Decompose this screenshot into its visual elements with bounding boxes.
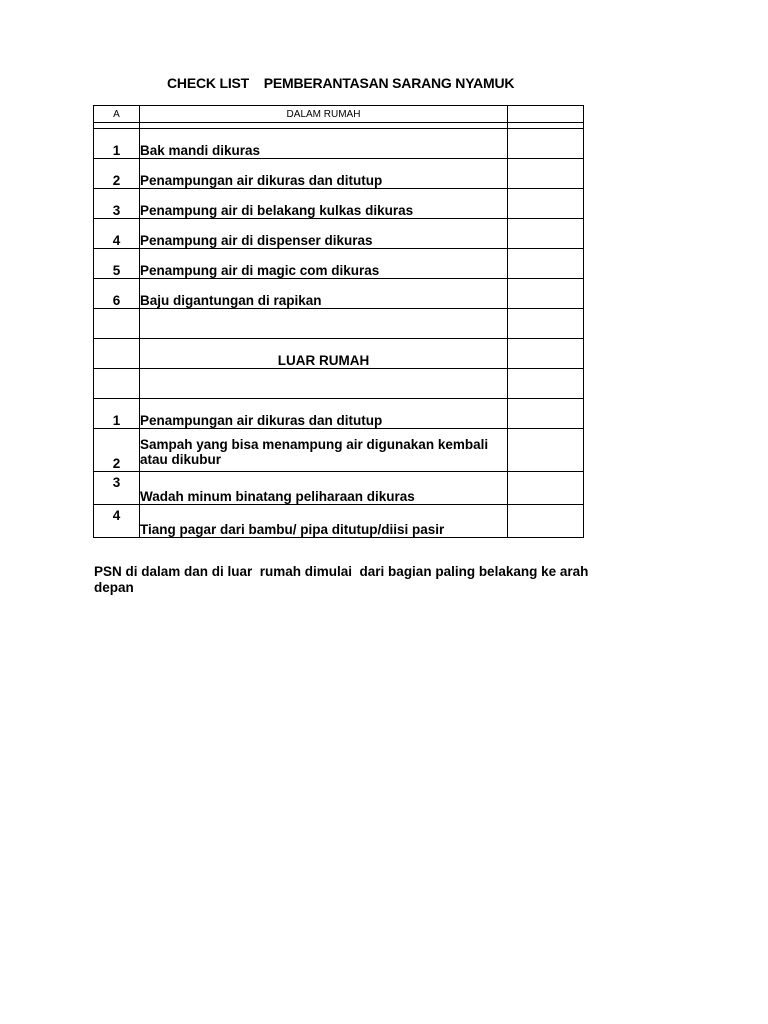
item-number: 3 (94, 472, 140, 505)
item-number: 3 (94, 189, 140, 219)
section-title-luar-rumah: LUAR RUMAH (140, 339, 508, 369)
check-cell[interactable] (508, 472, 584, 505)
item-number: 1 (94, 129, 140, 159)
item-text: Penampungan air dikuras dan ditutup (140, 399, 508, 429)
table-row (94, 189, 584, 219)
item-text: Penampung air di belakang kulkas dikuras (140, 189, 508, 219)
check-cell[interactable] (508, 429, 584, 472)
check-cell[interactable] (508, 159, 584, 189)
check-cell[interactable] (508, 249, 584, 279)
header-section-letter: A (94, 106, 140, 123)
check-cell[interactable] (508, 219, 584, 249)
item-text: Penampungan air dikuras dan ditutup (140, 159, 508, 189)
table-row (94, 399, 584, 429)
item-number: 4 (94, 219, 140, 249)
item-text: Tiang pagar dari bambu/ pipa ditutup/diisi pasir (140, 505, 508, 538)
table-row (94, 159, 584, 189)
item-number: 4 (94, 505, 140, 538)
footnote: PSN di dalam dan di luar rumah dimulai dari bagian paling belakang ke arah depan (94, 564, 593, 595)
item-text: Penampung air di dispenser dikuras (140, 219, 508, 249)
header-check-column (508, 106, 584, 123)
check-cell[interactable] (508, 399, 584, 429)
item-text: Baju digantungan di rapikan (140, 279, 508, 309)
item-number: 5 (94, 249, 140, 279)
table-row (94, 429, 584, 472)
empty-row (94, 309, 584, 339)
table-header-row (94, 106, 584, 123)
item-text: Sampah yang bisa menampung air digunakan kembali atau dikubur (140, 429, 508, 472)
item-number: 6 (94, 279, 140, 309)
table-row (94, 279, 584, 309)
check-cell[interactable] (508, 505, 584, 538)
table-row (94, 472, 584, 505)
document-title: CHECK LIST PEMBERANTASAN SARANG NYAMUK (167, 75, 515, 91)
checklist-table (93, 105, 584, 538)
table-row (94, 249, 584, 279)
item-number: 2 (94, 159, 140, 189)
item-text: Penampung air di magic com dikuras (140, 249, 508, 279)
check-cell[interactable] (508, 189, 584, 219)
check-cell[interactable] (508, 279, 584, 309)
item-text: Wadah minum binatang peliharaan dikuras (140, 472, 508, 505)
section-row-luar-rumah (94, 339, 584, 369)
item-text: Bak mandi dikuras (140, 129, 508, 159)
item-number: 1 (94, 399, 140, 429)
item-number: 2 (94, 429, 140, 472)
check-cell[interactable] (508, 129, 584, 159)
table-row (94, 505, 584, 538)
table-row (94, 129, 584, 159)
empty-row (94, 369, 584, 399)
header-section-title: DALAM RUMAH (140, 106, 508, 123)
table-row (94, 219, 584, 249)
